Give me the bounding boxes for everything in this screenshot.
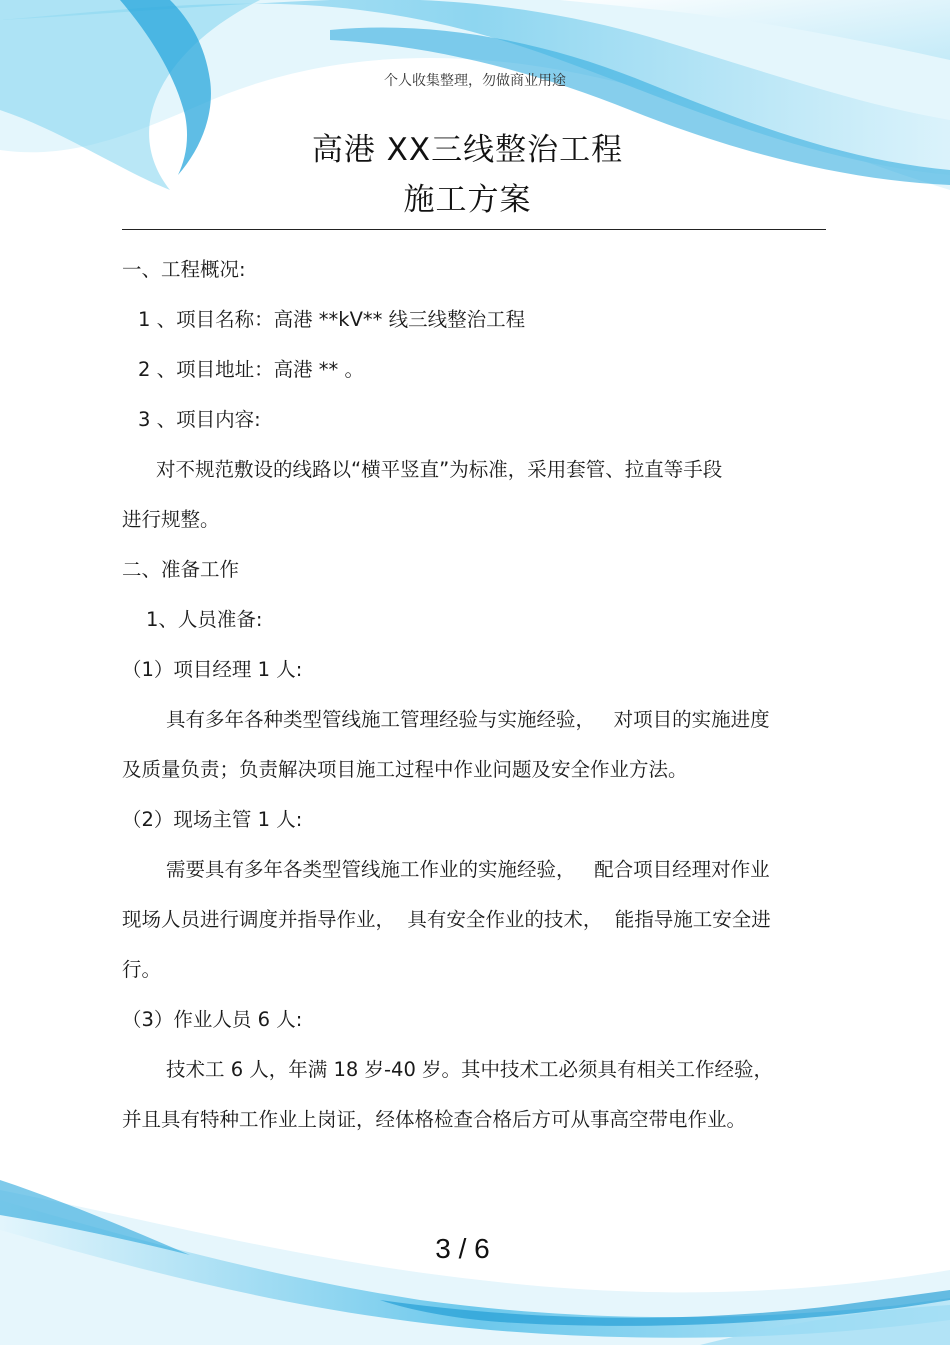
- paragraph-line: 及质量负责；负责解决项目施工过程中作业问题及安全作业方法。: [122, 758, 688, 781]
- paragraph-line: 并且具有特种工作业上岗证，经体格检查合格后方可从事高空带电作业。: [122, 1108, 747, 1131]
- role-heading: （1）项目经理 1 人:: [122, 658, 303, 681]
- paragraph-line: 进行规整。: [122, 508, 220, 531]
- document-subtitle: 施工方案: [403, 182, 532, 218]
- section-heading: 二、准备工作: [122, 558, 240, 581]
- list-item: 3 、项目内容:: [138, 408, 261, 431]
- page-number: 3 / 6: [435, 1233, 490, 1264]
- paragraph-line: 现场人员进行调度并指导作业， 具有安全作业的技术， 能指导施工安全进: [122, 908, 771, 931]
- paragraph-line: 对不规范敷设的线路以“横平竖直”为标准，采用套管、拉直等手段: [156, 458, 723, 481]
- role-heading: （2）现场主管 1 人:: [122, 808, 303, 831]
- subsection-heading: 1、人员准备:: [146, 608, 263, 631]
- section-heading: 一、工程概况:: [122, 258, 246, 281]
- list-item: 2 、项目地址：高港 ** 。: [138, 358, 365, 381]
- paragraph-line: 需要具有多年各类型管线施工作业的实施经验， 配合项目经理对作业: [166, 858, 770, 881]
- role-heading: （3）作业人员 6 人:: [122, 1008, 303, 1031]
- watermark-text: 个人收集整理，勿做商业用途: [384, 73, 566, 89]
- paragraph-line: 具有多年各种类型管线施工管理经验与实施经验， 对项目的实施进度: [166, 708, 770, 731]
- title-divider: [122, 229, 826, 230]
- document-title: 高港 XX三线整治工程: [311, 132, 624, 168]
- list-item: 1 、项目名称：高港 **kV** 线三线整治工程: [138, 308, 526, 331]
- paragraph-line: 行。: [122, 958, 162, 981]
- paragraph-line: 技术工 6 人，年满 18 岁-40 岁。其中技术工必须具有相关工作经验，: [166, 1058, 774, 1081]
